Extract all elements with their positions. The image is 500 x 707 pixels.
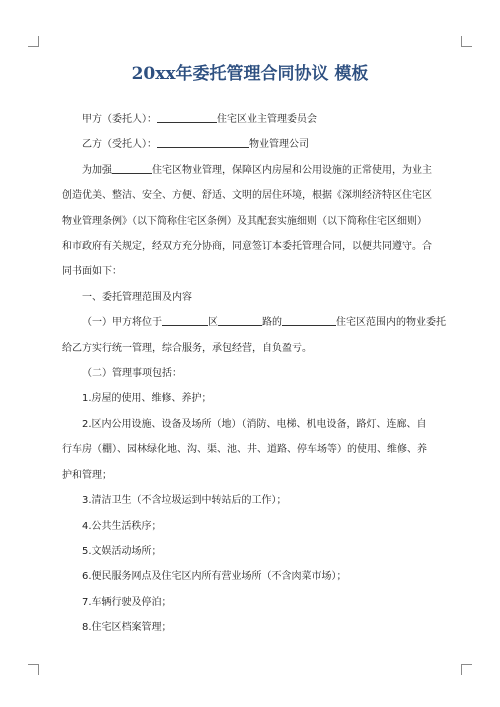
list-item-continued: 行车房（棚）、园林绿化地、沟、渠、池、井、道路、停车场等）的使用、维修、养 (62, 444, 427, 456)
party-a-line (62, 107, 440, 132)
item-text: 区 (208, 317, 218, 329)
item-1-line-1 (62, 310, 446, 335)
party-b-line (62, 132, 440, 157)
item-text: 路的 (262, 317, 282, 329)
fill-blank (112, 162, 152, 174)
section-heading: 一、委托管理范围及内容 (82, 291, 192, 303)
list-item: 3.清洁卫生（不含垃圾运到中转站后的工作）； (82, 495, 287, 507)
list-item: 4.公共生活秩序； (82, 520, 162, 532)
preamble-line-3: 物业管理条例》（以下简称住宅区条例）及其配套实施细则（以下简称住宅区细则） (62, 215, 427, 227)
crop-mark-top-right (461, 36, 472, 47)
party-b-value: 物业管理公司 (249, 139, 309, 151)
fill-blank (157, 136, 249, 148)
list-item: 8.住宅区档案管理； (82, 622, 172, 634)
list-item: 2.区内公用设施、设备及场所（地）（消防、电梯、机电设备，路灯、连廊、自 (82, 418, 427, 430)
item-1-line-2: 给乙方实行统一管理，综合服务，承包经营，自负盈亏。 (62, 342, 312, 354)
title-text: 年委托管理合同协议 模板 (175, 64, 369, 84)
list-item: 7.车辆行驶及停泊； (82, 596, 172, 608)
list-item: 5.文娱活动场所； (82, 545, 162, 557)
fill-blank (218, 314, 262, 326)
preamble-line-1 (62, 158, 440, 183)
preamble-line-2: 创造优美、整洁、安全、方便、舒适、文明的居住环境，根据《深圳经济特区住宅区 (62, 190, 432, 202)
list-item: 6.便民服务网点及住宅区内所有营业场所（不含肉菜市场）； (82, 571, 347, 583)
document-body (62, 107, 446, 641)
title-year: 20xx (131, 64, 176, 84)
preamble-text: 住宅区物业管理，保障区内房屋和公用设施的正常使用，为业主 (152, 164, 432, 176)
item-text: （一）甲方将位于 (82, 317, 162, 329)
list-item-continued: 护和管理； (62, 469, 112, 481)
crop-mark-bottom-left (28, 664, 39, 675)
fill-blank (282, 314, 336, 326)
document-title (0, 62, 500, 86)
fill-blank (162, 314, 208, 326)
party-b-label: 乙方（受托人）： (82, 139, 157, 151)
preamble-text: 为加强 (82, 164, 112, 176)
fill-blank (157, 111, 217, 123)
party-a-label: 甲方（委托人）： (82, 114, 157, 125)
item-text: 住宅区范围内的物业委托 (336, 317, 446, 329)
crop-mark-top-left (28, 36, 39, 47)
preamble-line-4: 和市政府有关规定，经双方充分协商，同意签订本委托管理合同，以便共同遵守。合 (62, 241, 432, 253)
crop-mark-bottom-right (461, 664, 472, 675)
item-2-heading: （二）管理事项包括： (82, 368, 182, 380)
party-a-value: 住宅区业主管理委员会 (217, 114, 317, 125)
preamble-line-5: 同书面如下： (62, 266, 122, 278)
list-item: 1.房屋的使用、维修、养护； (82, 393, 212, 405)
